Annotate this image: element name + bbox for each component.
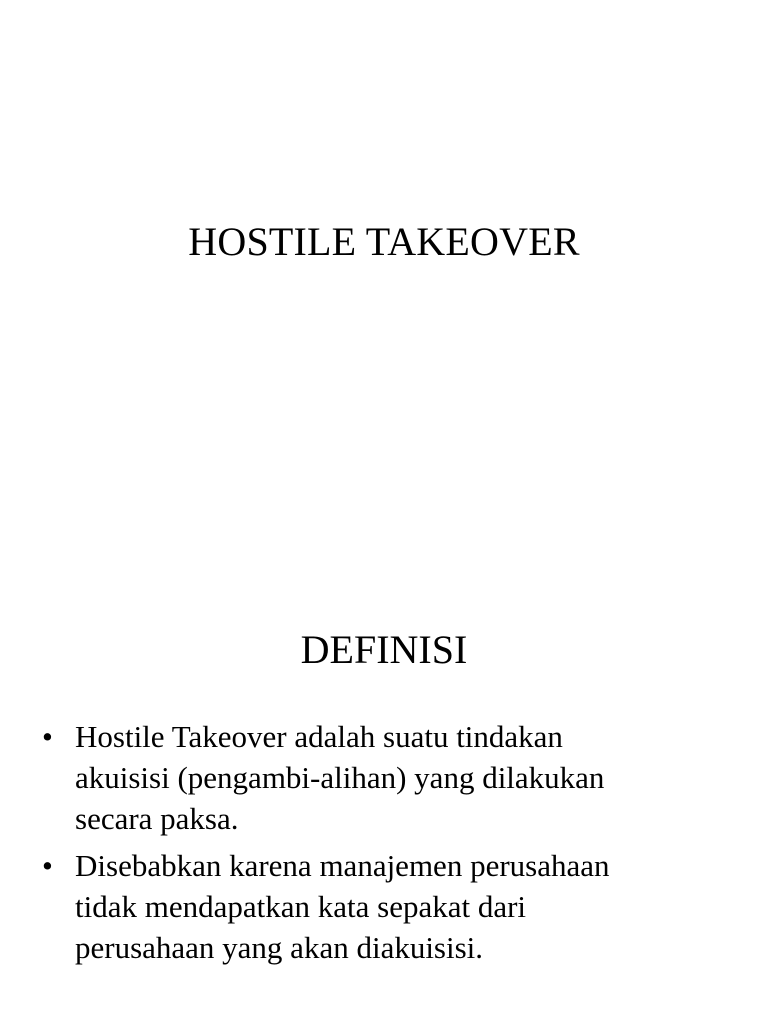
definition-list — [42, 716, 732, 974]
bullet-icon: • — [42, 848, 53, 883]
bullet-icon: • — [42, 719, 53, 754]
section-heading: DEFINISI — [300, 627, 468, 672]
bullet-text — [75, 845, 732, 968]
bullet-line: Disebabkan karena manajemen perusahaan — [75, 848, 610, 883]
bullet-line: Hostile Takeover adalah suatu tindakan — [75, 719, 563, 754]
bullet-line: perusahaan yang akan diakuisisi. — [75, 930, 484, 965]
bullet-line: tidak mendapatkan kata sepakat dari — [75, 889, 527, 924]
bullet-item-1 — [42, 716, 732, 839]
slide-title: HOSTILE TAKEOVER — [188, 219, 580, 264]
bullet-item-2 — [42, 845, 732, 968]
bullet-text — [75, 716, 732, 839]
bullet-line: akuisisi (pengambi-alihan) yang dilakukan — [75, 760, 605, 795]
bullet-line: secara paksa. — [75, 801, 239, 836]
